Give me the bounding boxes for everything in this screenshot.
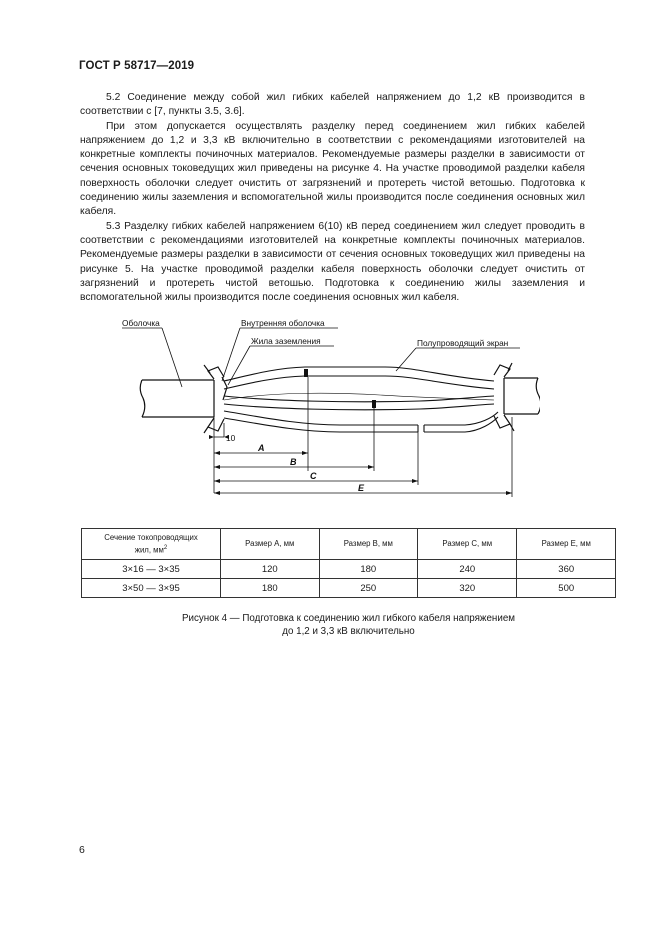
table-cell: 320 <box>418 579 517 598</box>
label-ground-core: Жила заземления <box>251 336 321 346</box>
header-size-b: Размер B, мм <box>319 529 418 560</box>
header-section-main: Сечение токопроводящих <box>104 532 198 542</box>
dim-c-label: C <box>310 471 317 481</box>
header-size-c: Размер C, мм <box>418 529 517 560</box>
cable-cores <box>224 367 498 432</box>
paragraph-5-2: 5.2 Соединение между собой жил гибких кабелей напряжением до 1,2 кВ производится в соответствии с [7, пункты 3.5, 3.6]. <box>80 92 585 118</box>
table-cell: 240 <box>418 560 517 579</box>
table-header-row <box>82 529 616 560</box>
dimensions-table <box>81 528 616 598</box>
dimension-lines <box>214 377 512 497</box>
dim-a-label: A <box>258 443 265 453</box>
table-cell: 360 <box>517 560 616 579</box>
caption-line-1: Рисунок 4 — Подготовка к соединению жил гибкого кабеля напряжением <box>181 613 516 624</box>
dim-b-label: B <box>290 457 297 467</box>
table-cell: 500 <box>517 579 616 598</box>
document-header: ГОСТ Р 58717—2019 <box>79 60 195 72</box>
cable-cutting-figure <box>100 305 540 505</box>
table-cell: 180 <box>319 560 418 579</box>
paragraph-5-3: 5.3 Разделку гибких кабелей напряжением 6(10) кВ перед соединением жил следует проводить в соответствии с рекомендациями изготовителей на конкретные комплекты починочных материалов. Рекомендуемые размеры разделки в зависимости от сечения основных токоведущих жил приведены на рисунке 5. На участке проводимой разделки кабеля поверхность оболочки следует очистить от загрязнений и протереть чистой ветошью. Подготовка к соединению жилы заземления и вспомогательной жилы производится после соединения основных жил кабеля. <box>80 220 585 304</box>
table-cell: 3×50 — 3×95 <box>82 579 221 598</box>
table-row <box>82 579 616 598</box>
left-cable-sheath <box>140 380 214 417</box>
label-inner-sheath: Внутренняя оболочка <box>241 318 325 328</box>
cable-diagram <box>100 305 540 505</box>
figure-caption <box>81 612 616 638</box>
label-sheath: Оболочка <box>122 318 160 328</box>
body-text <box>80 91 585 305</box>
label-semiconductive-screen: Полупроводящий экран <box>417 338 509 348</box>
leader-lines <box>122 328 520 387</box>
table-row <box>82 560 616 579</box>
header-section-sup: 2 <box>163 544 168 551</box>
right-cable-sheath <box>504 378 540 414</box>
caption-line-2: до 1,2 и 3,3 кВ включительно <box>282 626 415 637</box>
header-section <box>82 529 221 560</box>
dim-e-label: E <box>358 483 365 493</box>
table-cell: 3×16 — 3×35 <box>82 560 221 579</box>
header-size-a: Размер A, мм <box>221 529 320 560</box>
table-cell: 180 <box>221 579 320 598</box>
header-size-e: Размер E, мм <box>517 529 616 560</box>
dim-10-label: 10 <box>226 433 236 443</box>
marker-b <box>304 369 308 377</box>
table-cell: 120 <box>221 560 320 579</box>
header-section-unit: жил, мм <box>134 545 164 555</box>
marker-c <box>372 400 376 408</box>
page-number: 6 <box>79 844 85 856</box>
paragraph-cutting-note: При этом допускается осуществлять разделку перед соединением жил гибких кабелей напряжением до 1,2 и 3,3 кВ включительно в соответствии с рекомендациями изготовителей на конкретные комплекты починочных материалов. Рекомендуемые размеры разделки в зависимости от сечения основных токоведущих жил приведены на рисунке 4. На участке проводимой разделки кабеля поверхность оболочки следует очистить от загрязнений и протереть чистой ветошью. Подготовка к соединению жилы заземления и вспомогательной жилы производится после соединения основных жил кабеля. <box>80 120 585 218</box>
table-cell: 250 <box>319 579 418 598</box>
